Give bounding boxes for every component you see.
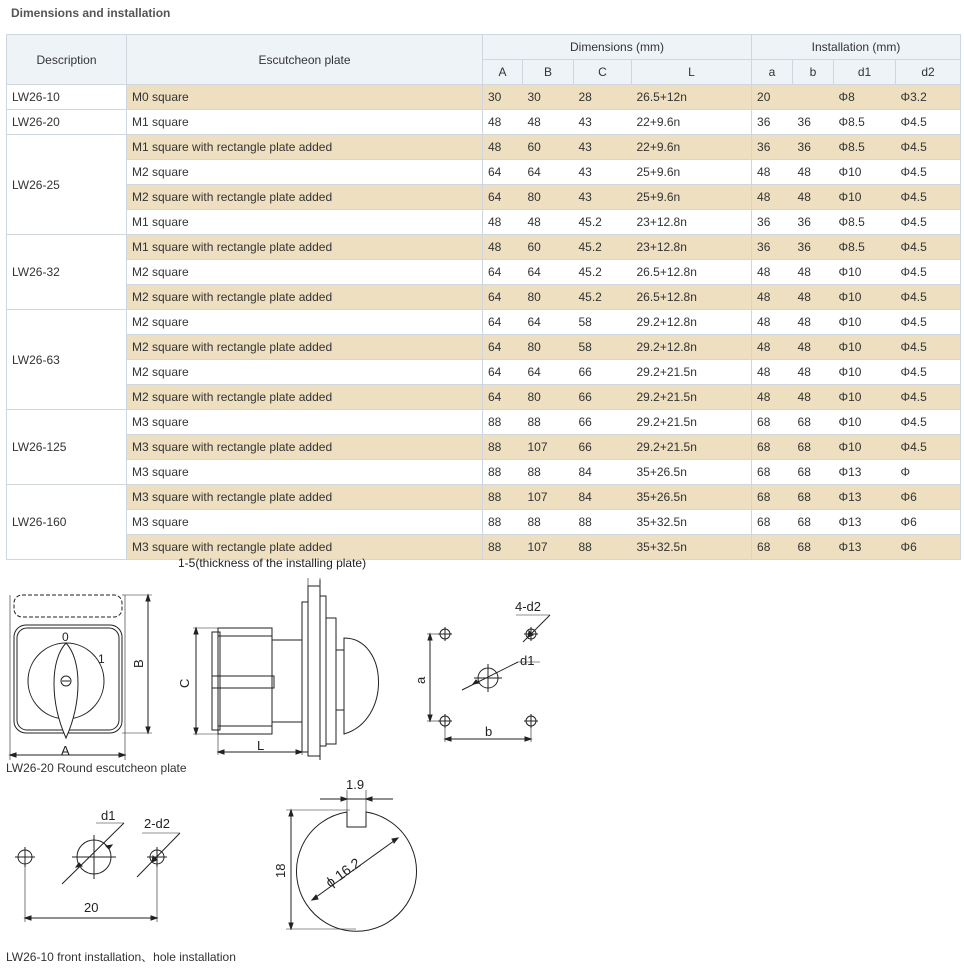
value-cell-B: 80 (523, 185, 574, 210)
value-cell-C: 45.2 (574, 210, 632, 235)
value-cell-C: 66 (574, 435, 632, 460)
value-cell-B: 48 (523, 210, 574, 235)
value-cell-d1: Φ8 (834, 85, 896, 110)
value-cell-L: 29.2+12.8n (632, 335, 752, 360)
value-cell-B: 60 (523, 135, 574, 160)
value-cell-a: 68 (752, 410, 793, 435)
value-cell-B: 107 (523, 535, 574, 560)
value-cell-d2: Φ4.5 (896, 160, 961, 185)
header-L: L (632, 60, 752, 85)
value-cell-b: 48 (793, 185, 834, 210)
plate-cell: M2 square (127, 160, 483, 185)
value-cell-B: 64 (523, 160, 574, 185)
value-cell-B: 88 (523, 460, 574, 485)
value-cell-a: 20 (752, 85, 793, 110)
plate-cell: M1 square (127, 210, 483, 235)
value-cell-d2: Φ6 (896, 510, 961, 535)
value-cell-A: 30 (483, 85, 523, 110)
value-cell-L: 29.2+21.5n (632, 435, 752, 460)
value-cell-L: 29.2+21.5n (632, 385, 752, 410)
caption-round-escutcheon: LW26-20 Round escutcheon plate (6, 761, 187, 775)
plate-cell: M1 square with rectangle plate added (127, 135, 483, 160)
value-cell-d2: Φ4.5 (896, 210, 961, 235)
value-cell-C: 84 (574, 485, 632, 510)
value-cell-d2: Φ4.5 (896, 260, 961, 285)
value-cell-d1: Φ10 (834, 310, 896, 335)
value-cell-d1: Φ13 (834, 510, 896, 535)
value-cell-A: 64 (483, 160, 523, 185)
plate-cell: M3 square with rectangle plate added (127, 535, 483, 560)
value-cell-d1: Φ13 (834, 535, 896, 560)
plate-cell: M2 square with rectangle plate added (127, 185, 483, 210)
value-cell-A: 48 (483, 235, 523, 260)
model-cell: LW26-63 (7, 310, 127, 410)
value-cell-L: 29.2+12.8n (632, 310, 752, 335)
value-cell-A: 64 (483, 285, 523, 310)
value-cell-d1: Φ10 (834, 360, 896, 385)
value-cell-C: 66 (574, 385, 632, 410)
value-cell-B: 64 (523, 360, 574, 385)
model-cell: LW26-25 (7, 135, 127, 235)
value-cell-d1: Φ10 (834, 385, 896, 410)
value-cell-b: 48 (793, 335, 834, 360)
dim-label-L: L (257, 738, 265, 753)
value-cell-a: 48 (752, 335, 793, 360)
value-cell-L: 35+26.5n (632, 485, 752, 510)
dim-label-phi-16-2: ϕ 16.2 (322, 854, 364, 891)
model-cell: LW26-32 (7, 235, 127, 310)
value-cell-d1: Φ10 (834, 285, 896, 310)
value-cell-C: 84 (574, 460, 632, 485)
caption-front-installation: LW26-10 front installation、hole installation (6, 950, 236, 964)
label-2-d2: 2-d2 (144, 816, 171, 831)
value-cell-a: 68 (752, 510, 793, 535)
value-cell-d1: Φ8.5 (834, 110, 896, 135)
value-cell-A: 64 (483, 360, 523, 385)
value-cell-A: 88 (483, 435, 523, 460)
header-b: b (793, 60, 834, 85)
header-d2: d2 (896, 60, 961, 85)
value-cell-B: 64 (523, 310, 574, 335)
value-cell-a: 36 (752, 110, 793, 135)
dim-label-1-9: 1.9 (346, 777, 365, 792)
value-cell-C: 43 (574, 185, 632, 210)
value-cell-L: 23+12.8n (632, 210, 752, 235)
position-label-1: 1 (98, 652, 105, 666)
model-cell: LW26-20 (7, 110, 127, 135)
plate-cell: M2 square with rectangle plate added (127, 285, 483, 310)
value-cell-b: 68 (793, 535, 834, 560)
model-cell: LW26-125 (7, 410, 127, 485)
value-cell-a: 48 (752, 310, 793, 335)
value-cell-b: 48 (793, 310, 834, 335)
plate-cell: M3 square (127, 460, 483, 485)
model-cell: LW26-160 (7, 485, 127, 560)
value-cell-C: 88 (574, 510, 632, 535)
thickness-note: 1-5(thickness of the installing plate) (178, 556, 367, 570)
value-cell-d2: Φ6 (896, 535, 961, 560)
value-cell-L: 25+9.6n (632, 160, 752, 185)
value-cell-B: 48 (523, 110, 574, 135)
plate-cell: M2 square (127, 260, 483, 285)
value-cell-L: 23+12.8n (632, 235, 752, 260)
value-cell-B: 80 (523, 285, 574, 310)
value-cell-C: 58 (574, 335, 632, 360)
header-a: a (752, 60, 793, 85)
value-cell-C: 28 (574, 85, 632, 110)
plate-cell: M3 square (127, 410, 483, 435)
value-cell-b: 48 (793, 385, 834, 410)
value-cell-d1: Φ13 (834, 460, 896, 485)
value-cell-b: 48 (793, 285, 834, 310)
header-dimensions: Dimensions (mm) (483, 35, 752, 60)
value-cell-d2: Φ4.5 (896, 185, 961, 210)
dim-label-B: B (131, 659, 146, 668)
value-cell-b: 36 (793, 135, 834, 160)
value-cell-b: 68 (793, 410, 834, 435)
value-cell-A: 48 (483, 135, 523, 160)
header-escutcheon-plate: Escutcheon plate (127, 35, 483, 85)
value-cell-A: 88 (483, 535, 523, 560)
value-cell-a: 36 (752, 210, 793, 235)
value-cell-d1: Φ10 (834, 410, 896, 435)
value-cell-a: 68 (752, 435, 793, 460)
value-cell-C: 43 (574, 160, 632, 185)
value-cell-b: 68 (793, 510, 834, 535)
value-cell-b: 36 (793, 210, 834, 235)
plate-cell: M3 square (127, 510, 483, 535)
value-cell-b: 68 (793, 435, 834, 460)
value-cell-d2: Φ4.5 (896, 310, 961, 335)
value-cell-C: 43 (574, 110, 632, 135)
value-cell-C: 43 (574, 135, 632, 160)
value-cell-d1: Φ10 (834, 335, 896, 360)
value-cell-A: 64 (483, 385, 523, 410)
value-cell-a: 48 (752, 285, 793, 310)
plate-cell: M1 square (127, 110, 483, 135)
label-d1-pattern: d1 (520, 653, 535, 668)
value-cell-a: 48 (752, 185, 793, 210)
value-cell-L: 35+32.5n (632, 535, 752, 560)
value-cell-d2: Φ (896, 460, 961, 485)
value-cell-L: 35+32.5n (632, 510, 752, 535)
value-cell-d2: Φ4.5 (896, 235, 961, 260)
value-cell-a: 48 (752, 160, 793, 185)
value-cell-b: 48 (793, 260, 834, 285)
value-cell-a: 68 (752, 535, 793, 560)
value-cell-d1: Φ8.5 (834, 235, 896, 260)
value-cell-B: 107 (523, 435, 574, 460)
header-d1: d1 (834, 60, 896, 85)
value-cell-d2: Φ4.5 (896, 335, 961, 360)
dim-label-b: b (485, 724, 493, 739)
value-cell-a: 36 (752, 135, 793, 160)
header-description: Description (7, 35, 127, 85)
value-cell-L: 35+26.5n (632, 460, 752, 485)
value-cell-d1: Φ10 (834, 160, 896, 185)
hole-pattern-drawing (427, 615, 550, 742)
value-cell-B: 30 (523, 85, 574, 110)
value-cell-C: 58 (574, 310, 632, 335)
value-cell-A: 88 (483, 510, 523, 535)
value-cell-A: 88 (483, 460, 523, 485)
value-cell-B: 80 (523, 385, 574, 410)
value-cell-b: 48 (793, 360, 834, 385)
value-cell-A: 64 (483, 185, 523, 210)
value-cell-C: 45.2 (574, 235, 632, 260)
dim-label-20: 20 (84, 900, 99, 915)
plate-cell: M2 square with rectangle plate added (127, 335, 483, 360)
model-cell: LW26-10 (7, 85, 127, 110)
value-cell-C: 45.2 (574, 260, 632, 285)
value-cell-d1: Φ13 (834, 485, 896, 510)
header-C: C (574, 60, 632, 85)
header-A: A (483, 60, 523, 85)
value-cell-b: 68 (793, 485, 834, 510)
value-cell-A: 64 (483, 260, 523, 285)
value-cell-L: 25+9.6n (632, 185, 752, 210)
value-cell-a: 68 (752, 460, 793, 485)
value-cell-L: 26.5+12.8n (632, 260, 752, 285)
value-cell-d2: Φ4.5 (896, 110, 961, 135)
plate-cell: M2 square with rectangle plate added (127, 385, 483, 410)
plate-cell: M3 square with rectangle plate added (127, 435, 483, 460)
position-label-0: 0 (62, 630, 69, 644)
value-cell-B: 60 (523, 235, 574, 260)
value-cell-a: 48 (752, 360, 793, 385)
value-cell-a: 68 (752, 485, 793, 510)
dim-label-18: 18 (273, 863, 288, 878)
value-cell-d1: Φ10 (834, 260, 896, 285)
header-B: B (523, 60, 574, 85)
value-cell-a: 48 (752, 385, 793, 410)
section-heading: Dimensions and installation (11, 6, 171, 20)
dim-label-C: C (177, 678, 192, 688)
value-cell-d2: Φ4.5 (896, 410, 961, 435)
value-cell-C: 45.2 (574, 285, 632, 310)
label-d1-front: d1 (101, 808, 116, 823)
value-cell-A: 64 (483, 335, 523, 360)
value-cell-A: 48 (483, 210, 523, 235)
plate-cell: M3 square with rectangle plate added (127, 485, 483, 510)
value-cell-C: 66 (574, 410, 632, 435)
value-cell-L: 22+9.6n (632, 135, 752, 160)
value-cell-L: 22+9.6n (632, 110, 752, 135)
value-cell-B: 88 (523, 410, 574, 435)
value-cell-L: 29.2+21.5n (632, 410, 752, 435)
value-cell-C: 88 (574, 535, 632, 560)
value-cell-C: 66 (574, 360, 632, 385)
value-cell-a: 36 (752, 235, 793, 260)
value-cell-A: 88 (483, 410, 523, 435)
value-cell-B: 80 (523, 335, 574, 360)
value-cell-A: 88 (483, 485, 523, 510)
value-cell-L: 26.5+12n (632, 85, 752, 110)
value-cell-a: 48 (752, 260, 793, 285)
value-cell-d2: Φ4.5 (896, 285, 961, 310)
value-cell-L: 26.5+12.8n (632, 285, 752, 310)
value-cell-d2: Φ3.2 (896, 85, 961, 110)
value-cell-d2: Φ4.5 (896, 435, 961, 460)
value-cell-d1: Φ10 (834, 185, 896, 210)
value-cell-B: 64 (523, 260, 574, 285)
dim-label-a: a (413, 676, 428, 684)
value-cell-d2: Φ6 (896, 485, 961, 510)
value-cell-d1: Φ8.5 (834, 135, 896, 160)
value-cell-B: 107 (523, 485, 574, 510)
value-cell-B: 88 (523, 510, 574, 535)
value-cell-A: 48 (483, 110, 523, 135)
dim-label-A: A (61, 743, 70, 758)
plate-cell: M2 square (127, 360, 483, 385)
value-cell-L: 29.2+21.5n (632, 360, 752, 385)
value-cell-b: 36 (793, 110, 834, 135)
plate-cell: M1 square with rectangle plate added (127, 235, 483, 260)
value-cell-A: 64 (483, 310, 523, 335)
side-view-drawing (193, 578, 379, 760)
value-cell-b: 48 (793, 160, 834, 185)
label-4-d2: 4-d2 (515, 599, 542, 614)
value-cell-b: 68 (793, 460, 834, 485)
value-cell-d1: Φ10 (834, 435, 896, 460)
front-view-drawing (10, 595, 152, 760)
value-cell-b: 36 (793, 235, 834, 260)
value-cell-d2: Φ4.5 (896, 360, 961, 385)
header-installation: Installation (mm) (752, 35, 961, 60)
value-cell-d2: Φ4.5 (896, 135, 961, 160)
plate-cell: M2 square (127, 310, 483, 335)
value-cell-d1: Φ8.5 (834, 210, 896, 235)
value-cell-d2: Φ4.5 (896, 385, 961, 410)
plate-cell: M0 square (127, 85, 483, 110)
